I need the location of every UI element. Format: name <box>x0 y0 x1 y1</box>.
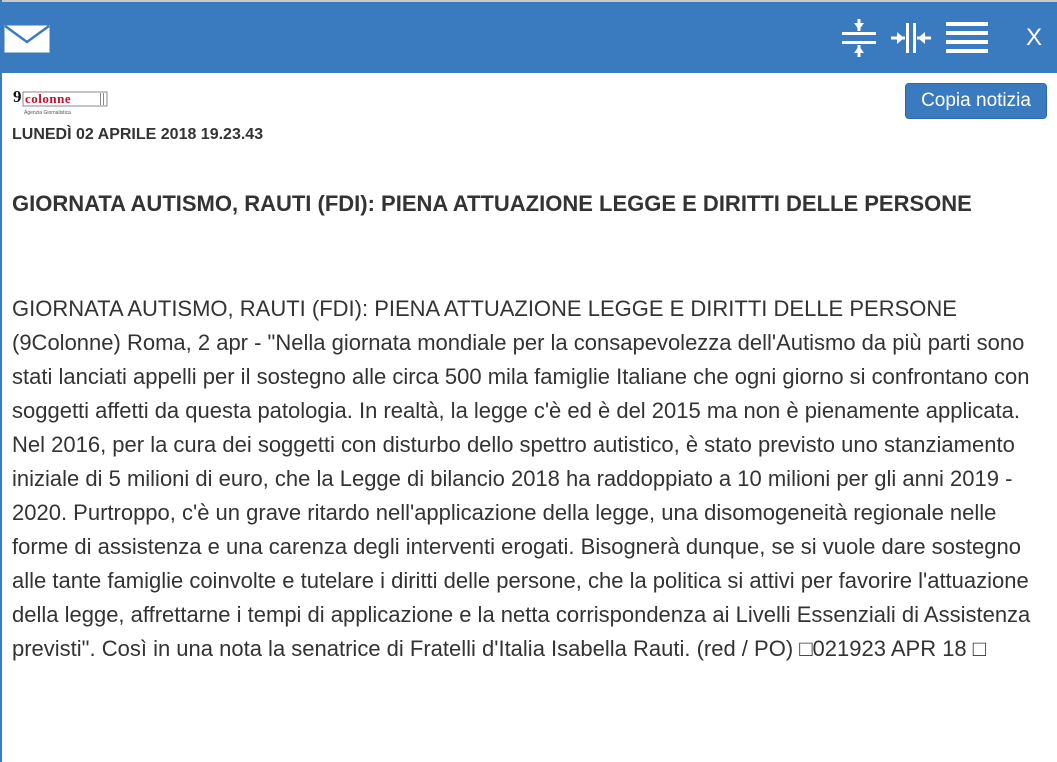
split-horizontal-button[interactable] <box>886 16 936 60</box>
toolbar <box>2 0 1057 73</box>
svg-text:9: 9 <box>13 87 22 106</box>
9colonne-logo <box>12 87 110 117</box>
close-button[interactable] <box>1014 16 1054 60</box>
split-vertical-button[interactable] <box>840 16 878 60</box>
svg-text:colonne: colonne <box>25 91 72 106</box>
split-horizontal-icon <box>889 20 933 56</box>
close-icon: X <box>1025 24 1042 51</box>
split-vertical-icon <box>841 17 877 59</box>
article-body: GIORNATA AUTISMO, RAUTI (FDI): PIENA ATTUAZIONE LEGGE E DIRITTI DELLE PERSONE (9Colonne) Roma, 2 apr - "Nella giornata mondiale per la consapevolezza dell'Autismo da più parti sono stati lanciati appelli per il sostegno alle circa 500 mila famiglie Italiane che ogni giorno si confrontano con soggetti affetti da questa patologia. In realtà, la legge c'è ed è del 2015 ma non è pienamente applicata. Nel 2016, per la cura dei soggetti con disturbo dello spettro autistico, è stato previsto uno stanziamento iniziale di 5 milioni di euro, che la Legge di bilancio 2018 ha raddoppiato a 10 milioni per gli anni 2019 - 2020. Purtroppo, c'è un grave ritardo nell'applicazione della legge, una disomogeneità regionale nelle forme di assistenza e una carenza degli interventi erogati. Bisognerà dunque, se si vuole dare sostegno alle tante famiglie coinvolte e tutelare i diritti delle persone, che la politica si attivi per favorire l'attuazione della legge, affrettarne i tempi di applicazione e la netta corrispondenza ai Livelli Essenziali di Assistenza previsti". Così in una nota la senatrice di Fratelli d'Italia Isabella Rauti. (red / PO) □021923 APR 18 □ <box>12 296 1031 661</box>
list-icon <box>944 18 990 58</box>
article-title: GIORNATA AUTISMO, RAUTI (FDI): PIENA ATTUAZIONE LEGGE E DIRITTI DELLE PERSONE <box>12 191 972 216</box>
copy-news-button[interactable]: Copia notizia <box>905 83 1047 119</box>
envelope-icon[interactable] <box>4 25 50 53</box>
article-date: LUNEDÌ 02 APRILE 2018 19.23.43 <box>12 126 264 143</box>
svg-text:Agenzia Giornalistica: Agenzia Giornalistica <box>24 110 71 116</box>
list-view-button[interactable] <box>942 16 992 60</box>
